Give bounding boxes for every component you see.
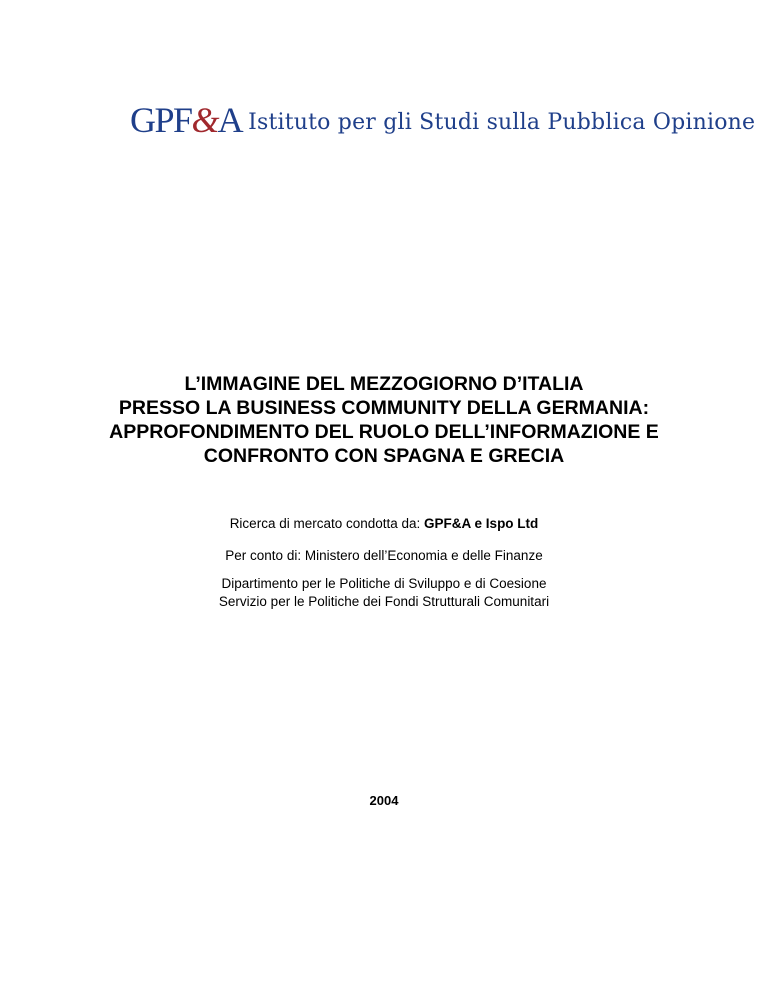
logo-mark-main: GPF [130,100,192,140]
research-credit [40,515,728,533]
title-line-3: APPROFONDIMENTO DEL RUOLO DELL’INFORMAZIONE E [109,421,659,443]
title-line-1: L’IMMAGINE DEL MEZZOGIORNO D’ITALIA [184,373,584,395]
research-label: Ricerca di mercato condotta da: [229,516,425,531]
logo-mark [130,102,242,138]
logo-tagline: Istituto per gli Studi sulla Pubblica Opinione [248,110,756,135]
department-line-1: Dipartimento per le Politiche di Sviluppo e di Coesione [221,576,547,591]
department-line-2: Servizio per le Politiche dei Fondi Strutturali Comunitari [218,594,550,609]
gpfa-logo [130,98,755,138]
title-line-2: PRESSO LA BUSINESS COMMUNITY DELLA GERMANIA: [118,397,650,419]
title-line-4: CONFRONTO CON SPAGNA E GRECIA [203,445,565,467]
client-line: Per conto di: Ministero dell’Economia e delle Finanze [225,548,543,563]
document-title [40,372,728,468]
research-value: GPF&A e Ispo Ltd [424,516,539,531]
logo-mark-end: A [217,100,243,140]
logo-mark-ampersand: & [191,100,216,140]
publication-year: 2004 [369,793,399,808]
department-block [40,575,728,611]
